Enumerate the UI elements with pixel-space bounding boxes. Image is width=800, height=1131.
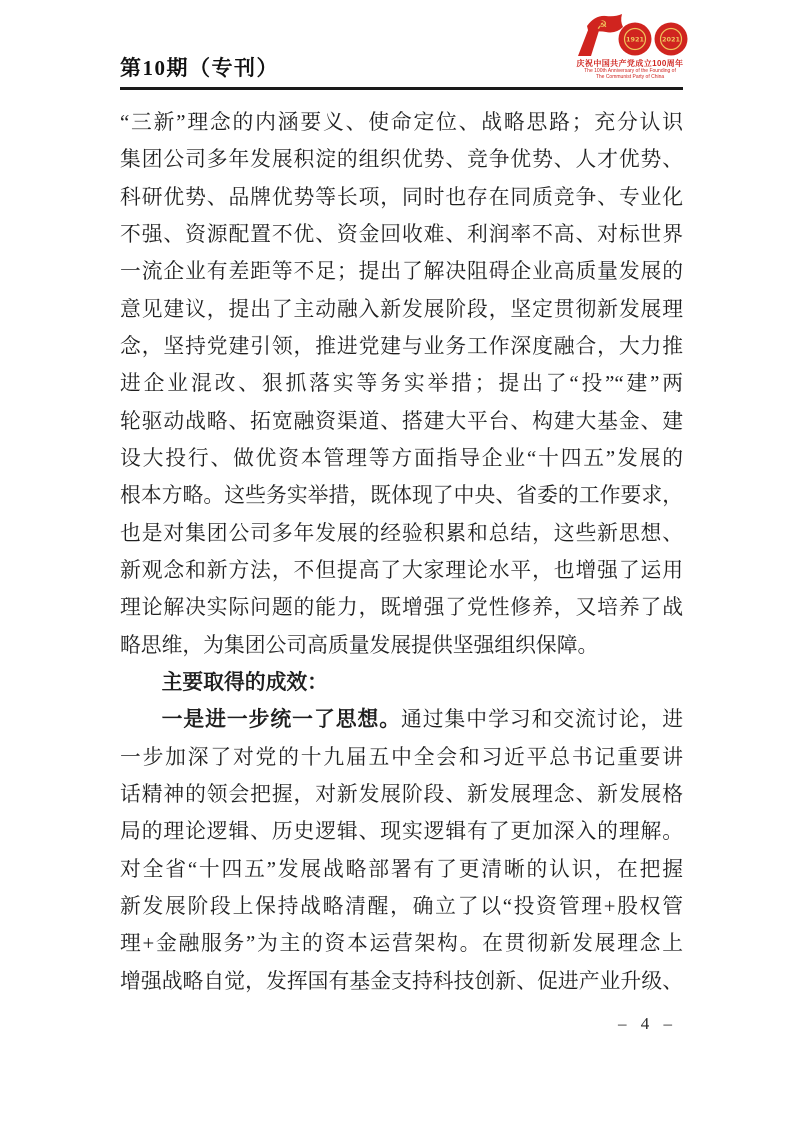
logo-caption-en-line1: The 100th Anniversary of the Founding of: [584, 68, 676, 74]
text-line: [120, 627, 683, 664]
text-segment: 新发展阶段上保持战略清醒，确立了以“投资管理+股权管: [120, 894, 683, 918]
logo-caption-cn: 庆祝中国共产党成立100周年: [576, 59, 684, 68]
text-line: [120, 477, 683, 514]
text-segment: 科研优势、品牌优势等长项，同时也存在同质竞争、专业化: [120, 185, 683, 209]
issue-label: 第10期（专刊）: [120, 56, 279, 80]
text-line: [120, 888, 683, 925]
text-line: [120, 179, 683, 216]
text-segment-bold: 一是进一步统一了思想。: [161, 708, 402, 732]
logo-year-2021: 2021: [661, 35, 681, 44]
text-segment: 轮驱动战略、拓宽融资渠道、搭建大平台、构建大基金、建: [120, 409, 683, 433]
text-line: [120, 963, 683, 1000]
text-segment: “三新”理念的内涵要义、使命定位、战略思路；充分认识: [120, 111, 683, 134]
text-segment: 新观念和新方法，不但提高了大家理论水平，也增强了运用: [120, 558, 683, 582]
logo-caption-en-line2: The Communist Party of China: [595, 73, 665, 80]
text-line: [120, 925, 683, 962]
logo-year-1921: 1921: [625, 35, 645, 44]
text-segment: 意见建议，提出了主动融入新发展阶段，坚定贯彻新发展理: [120, 297, 683, 321]
text-line: [120, 515, 683, 552]
header-divider: [120, 87, 683, 90]
text-segment-bold: 主要取得的成效：: [161, 670, 328, 694]
text-segment: 一流企业有差距等不足；提出了解决阻碍企业高质量发展的: [120, 260, 683, 284]
text-segment: 一步加深了对党的十九届五中全会和习近平总书记重要讲: [120, 745, 683, 769]
text-line: [120, 216, 683, 253]
text-line: [120, 328, 683, 365]
text-line: [120, 776, 683, 813]
text-line: [120, 104, 683, 141]
page-number: – 4 –: [618, 1014, 677, 1033]
text-line: [120, 552, 683, 589]
text-line: [120, 253, 683, 290]
text-line: [120, 813, 683, 850]
text-segment: 对全省“十四五”发展战略部署有了更清晰的认识，在把握: [120, 857, 683, 881]
text-line: [120, 701, 683, 738]
text-line: [120, 365, 683, 402]
text-segment: 通过集中学习和交流讨论，进: [401, 708, 683, 732]
text-segment: 不强、资源配置不优、资金回收难、利润率不高、对标世界: [120, 222, 683, 246]
text-segment: 局的理论逻辑、历史逻辑、现实逻辑有了更加深入的理解。: [120, 820, 683, 844]
text-line: [120, 851, 683, 888]
text-line: [120, 403, 683, 440]
text-segment: 话精神的领会把握，对新发展阶段、新发展理念、新发展格: [120, 782, 683, 806]
text-segment: 略思维，为集团公司高质量发展提供坚强组织保障。: [120, 633, 599, 657]
text-segment: 理论解决实际问题的能力，既增强了党性修养，又培养了战: [120, 596, 683, 620]
text-segment: 念，坚持党建引领，推进党建与业务工作深度融合，大力推: [120, 334, 683, 358]
text-segment: 设大投行、做优资本管理等方面指导企业“十四五”发展的: [120, 446, 683, 470]
text-line: [120, 664, 683, 701]
text-line: [120, 589, 683, 626]
text-segment: 根本方略。这些务实举措，既体现了中央、省委的工作要求，: [120, 484, 683, 508]
text-segment: 也是对集团公司多年发展的经验积累和总结，这些新思想、: [120, 521, 683, 545]
text-segment: 集团公司多年发展积淀的组织优势、竞争优势、人才优势、: [120, 148, 683, 172]
text-segment: 进企业混改、狠抓落实等务实举措；提出了“投”“建”两: [120, 372, 683, 396]
text-line: [120, 291, 683, 328]
hammer-sickle-icon: ☭: [596, 18, 608, 32]
text-segment: 增强战略自觉，发挥国有基金支持科技创新、促进产业升级、: [120, 969, 683, 993]
text-line: [120, 141, 683, 178]
anniversary-logo: [568, 13, 692, 81]
logo-caption-en: [568, 69, 692, 81]
document-body: [120, 104, 683, 1000]
text-line: [120, 440, 683, 477]
text-segment: 理+金融服务”为主的资本运营架构。在贯彻新发展理念上: [120, 932, 683, 956]
ccp-100-logo-icon: [571, 13, 689, 59]
text-line: [120, 739, 683, 776]
